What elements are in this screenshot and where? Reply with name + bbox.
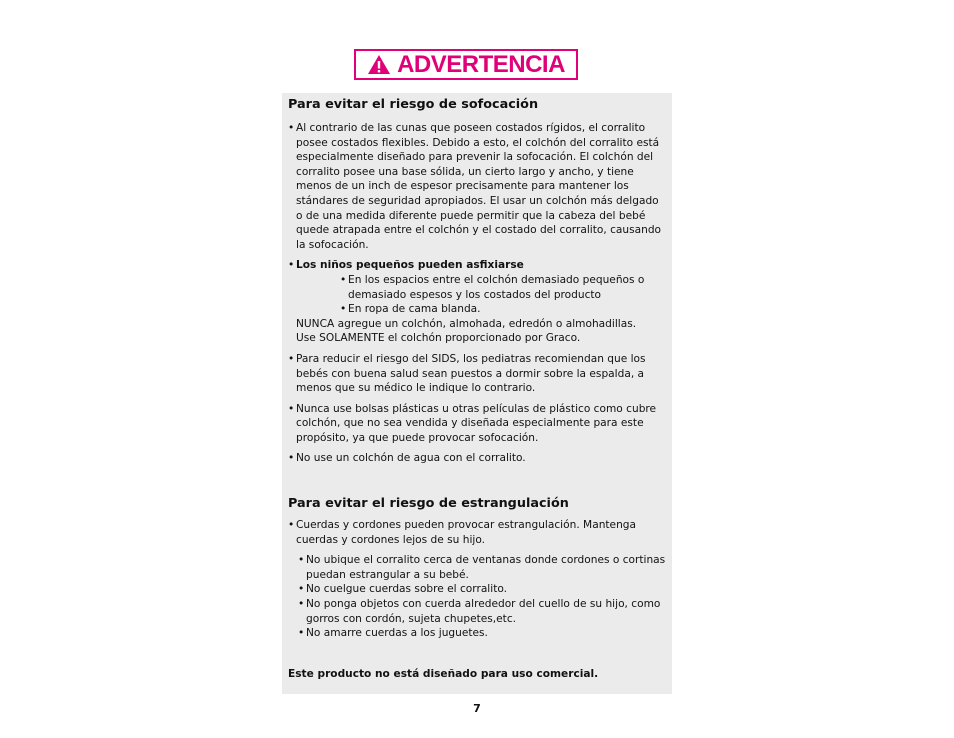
children-sub-bedding: • En ropa de cama blanda. <box>340 302 666 317</box>
suffocation-bullet-children <box>288 258 666 346</box>
children-sub-list <box>296 273 666 317</box>
strangulation-sub-toys: • No amarre cuerdas a los juguetes. <box>298 626 666 641</box>
use-only-line: Use SOLAMENTE el colchón proporcionado por Graco. <box>296 332 581 345</box>
suffocation-bullet-mattress: • Al contrario de las cunas que poseen costados rígidos, el corralito posee costados flexibles. Debido a esto, el colchón del corralito está especialmente diseñado para prevenir la sofocación. El colchón del corralito posee una base sólida, un cierto largo y ancho, y tiene menos de un inch de espesor precisamente para mantener los stándares de seguridad apropiados. El usar un colchón más delgado o de una medida diferente puede permitir que la cabeza del bebé quede atrapada entre el colchón y el costado del corralito, causando la sofocación. <box>288 121 666 252</box>
warning-triangle-icon <box>367 54 391 75</box>
suffocation-bullet-sids: • Para reducir el riesgo del SIDS, los pediatras recomiendan que los bebés con buena salud sean puestos a dormir sobre la espalda, a menos que su médico le indique lo contrario. <box>288 352 666 396</box>
strangulation-sub-windows: • No ubique el corralito cerca de ventanas donde cordones o cortinas puedan estrangular a su bebé. <box>298 553 666 582</box>
never-add-line: NUNCA agregue un colchón, almohada, edredón o almohadillas. <box>296 317 637 330</box>
strangulation-heading: Para evitar el riesgo de estrangulación <box>288 496 569 512</box>
suffocation-bullet-waterbed: • No use un colchón de agua con el corralito. <box>288 451 666 466</box>
warning-title: ADVERTENCIA <box>397 50 565 78</box>
strangulation-bullet-cords: • Cuerdas y cordones pueden provocar estrangulación. Mantenga cuerdas y cordones lejos de su hijo. <box>288 518 666 547</box>
strangulation-sub-hang: • No cuelgue cuerdas sobre el corralito. <box>298 582 666 597</box>
commercial-use-note: Este producto no está diseñado para uso comercial. <box>288 667 599 680</box>
children-asphyxiate-title: • Los niños pequeños pueden asfixiarse <box>296 259 524 272</box>
suffocation-heading: Para evitar el riesgo de sofocación <box>288 97 539 112</box>
strangulation-sub-neck: • No ponga objetos con cuerda alrededor del cuello de su hijo, como gorros con cordón, sujeta chupetes,etc. <box>298 597 666 626</box>
children-sub-gaps: • En los espacios entre el colchón demasiado pequeños o demasiado espesos y los costados del producto <box>340 273 666 302</box>
warning-banner <box>354 49 578 80</box>
warning-panel <box>282 93 672 694</box>
suffocation-bullet-plastic: • Nunca use bolsas plásticas u otras películas de plástico como cubre colchón, que no sea vendida y diseñada especialmente para este propósito, ya que puede provocar sofocación. <box>288 402 666 446</box>
strangulation-sub-list <box>288 553 666 641</box>
page-number: 7 <box>473 702 481 715</box>
